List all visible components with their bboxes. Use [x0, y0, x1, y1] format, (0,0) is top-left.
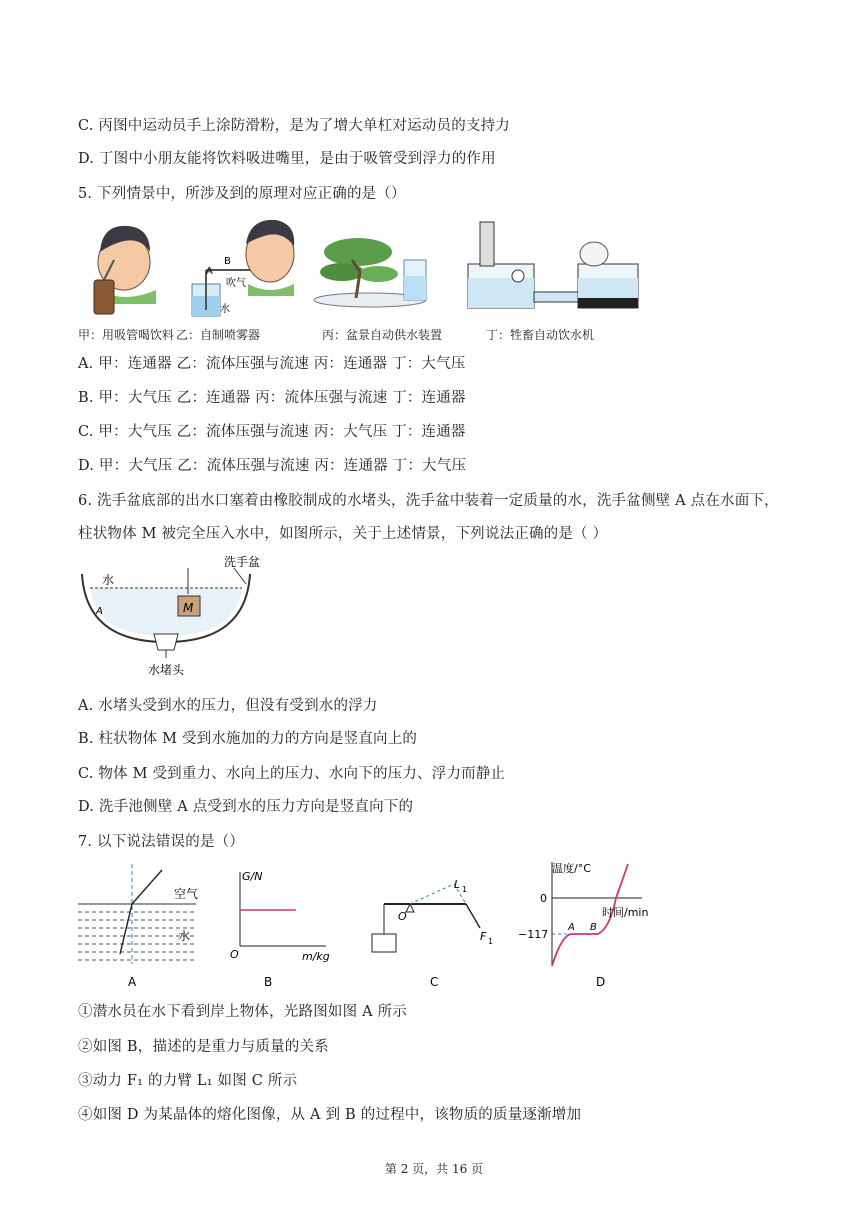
basin-label: 洗手盆 — [224, 555, 261, 569]
q7-statement-4: ④如图 D 为某晶体的熔化图像，从 A 到 B 的过程中，该物质的质量逐渐增加 — [78, 1107, 582, 1123]
fig-c-f1-sub: 1 — [488, 937, 494, 946]
q5-option-c: C. 甲：大气压 乙：流体压强与流速 丙：大气压 丁：连通器 — [78, 424, 466, 440]
q5-option-d: D. 甲：大气压 乙：流体压强与流速 丙：连通器 丁：大气压 — [78, 458, 467, 474]
plug-label: 水堵头 — [148, 663, 185, 677]
m-label: M — [183, 601, 194, 615]
fig-c-label: C — [430, 975, 439, 989]
label-water: 水 — [220, 304, 230, 315]
fig-d-ylabel: 温度/°C — [552, 862, 591, 875]
figure-b-g-m — [230, 870, 330, 989]
page-footer: 第 2 页，共 16 页 — [384, 1162, 484, 1176]
figure-a-refraction — [78, 864, 198, 989]
label-blow: 吹气 — [226, 278, 246, 289]
figure-jia-boy-drinking — [94, 226, 156, 314]
figure-c-lever — [372, 878, 493, 989]
figure-bing-bonsai — [314, 238, 426, 307]
a-label: A — [96, 606, 103, 617]
fig-c-o: O — [398, 910, 407, 923]
q6-option-b: B. 柱状物体 M 受到水施加的力的方向是竖直向上的 — [78, 731, 418, 747]
fig-d-temp: −117 — [518, 928, 549, 941]
fig-a-label: A — [128, 975, 137, 989]
fig-b-label: B — [264, 975, 273, 989]
q5-figures — [80, 212, 640, 324]
fig-a-air: 空气 — [174, 887, 199, 901]
q6-option-c: C. 物体 M 受到重力、水向上的压力、水向下的压力、浮力而静止 — [78, 766, 506, 782]
q6-basin-figure — [76, 550, 286, 682]
q4-option-d: D. 丁图中小朋友能将饮料吸进嘴里，是由于吸管受到浮力的作用 — [78, 151, 496, 167]
fig-d-zero: 0 — [540, 892, 547, 905]
label-a: A — [206, 266, 213, 277]
q7-statement-2: ②如图 B，描述的是重力与质量的关系 — [78, 1039, 329, 1055]
q7-figures — [78, 858, 718, 992]
water-label: 水 — [102, 573, 115, 587]
q6-stem-line2: 柱状物体 M 被完全压入水中，如图所示，关于上述情景，下列说法正确的是（ ） — [78, 526, 608, 542]
fig-c-f1: F — [480, 930, 487, 943]
q7-stem: 7. 以下说法错误的是（） — [78, 834, 245, 850]
figure-d-melting-curve — [518, 861, 648, 989]
q4-option-c: C. 丙图中运动员手上涂防滑粉，是为了增大单杠对运动员的支持力 — [78, 118, 510, 134]
fig-d-b: B — [590, 922, 597, 933]
label-b: B — [224, 256, 231, 267]
q5-option-b: B. 甲：大气压 乙：连通器 丙：流体压强与流速 丁：连通器 — [78, 390, 466, 406]
fig-d-label: D — [596, 975, 606, 989]
q5-caption-yi: 乙：自制喷雾器 — [176, 328, 261, 342]
q5-caption-jia: 甲：用吸管喝饮料 — [78, 328, 175, 342]
fig-b-ylabel: G/N — [242, 870, 263, 883]
fig-c-l1: L — [454, 878, 461, 891]
figure-yi-sprayer — [192, 220, 294, 316]
fig-a-water: 水 — [178, 929, 191, 943]
q5-option-a: A. 甲：连通器 乙：流体压强与流速 丙：连通器 丁：大气压 — [78, 356, 466, 372]
fig-b-xlabel: m/kg — [302, 950, 330, 963]
q5-stem: 5. 下列情景中，所涉及到的原理对应正确的是（） — [78, 186, 406, 202]
fig-d-xlabel: 时间/min — [602, 906, 649, 919]
q5-caption-bing: 丙：盆景自动供水装置 — [322, 328, 443, 342]
q7-statement-3: ③动力 F₁ 的力臂 L₁ 如图 C 所示 — [78, 1073, 298, 1089]
q6-option-a: A. 水堵头受到水的压力，但没有受到水的浮力 — [78, 698, 378, 714]
fig-c-l1-sub: 1 — [462, 885, 468, 894]
q6-stem-line1: 6. 洗手盆底部的出水口塞着由橡胶制成的水堵头，洗手盆中装着一定质量的水，洗手盆侧壁 A 点在水面下， — [78, 493, 779, 509]
q7-statement-1: ①潜水员在水下看到岸上物体，光路图如图 A 所示 — [78, 1004, 407, 1020]
q6-option-d: D. 洗手池侧壁 A 点受到水的压力方向是竖直向下的 — [78, 799, 414, 815]
fig-b-origin: O — [230, 948, 239, 961]
fig-d-a: A — [568, 922, 575, 933]
q5-caption-ding: 丁：牲畜自动饮水机 — [486, 328, 595, 342]
figure-ding-waterer — [468, 222, 638, 308]
